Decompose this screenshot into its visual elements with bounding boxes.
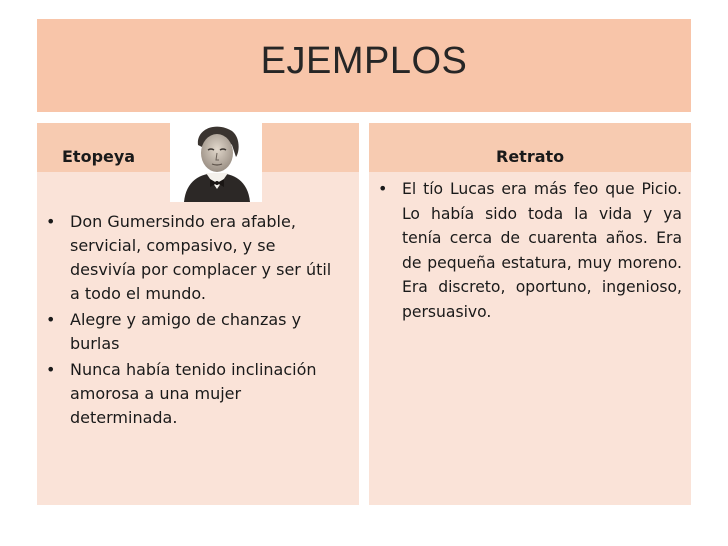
etopeya-bullet-list — [37, 210, 355, 432]
bullet-dot: • — [46, 310, 56, 329]
bullet-text: El tío Lucas era más feo que Picio. Lo había sido toda la vida y ya tenía cerca de cuarenta años. Era de pequeña estatura, muy moreno. Era discreto, oportuno, ingenioso, persuasivo. — [402, 180, 682, 321]
list-item — [369, 177, 685, 325]
retrato-header-label: Retrato — [496, 147, 565, 166]
bullet-dot: • — [378, 179, 388, 198]
list-item — [37, 210, 332, 306]
bullet-text: Nunca había tenido inclinación amorosa a una mujer determinada. — [70, 360, 317, 427]
bullet-dot: • — [46, 360, 56, 379]
portrait-image — [170, 123, 262, 202]
retrato-body — [369, 172, 691, 505]
slide-title-bar — [37, 19, 691, 112]
list-item — [37, 358, 332, 430]
slide-title: EJEMPLOS — [260, 40, 468, 82]
man-portrait-icon — [170, 123, 262, 202]
bullet-text: Don Gumersindo era afable, servicial, compasivo, y se desvivía por complacer y ser útil a todo el mundo. — [70, 212, 332, 303]
list-item — [37, 308, 355, 356]
etopeya-body — [37, 172, 359, 505]
etopeya-header-label: Etopeya — [62, 147, 136, 166]
retrato-header — [369, 123, 691, 172]
bullet-text: Alegre y amigo de chanzas y burlas — [70, 310, 302, 353]
retrato-bullet-list — [369, 177, 685, 325]
bullet-dot: • — [46, 212, 56, 231]
